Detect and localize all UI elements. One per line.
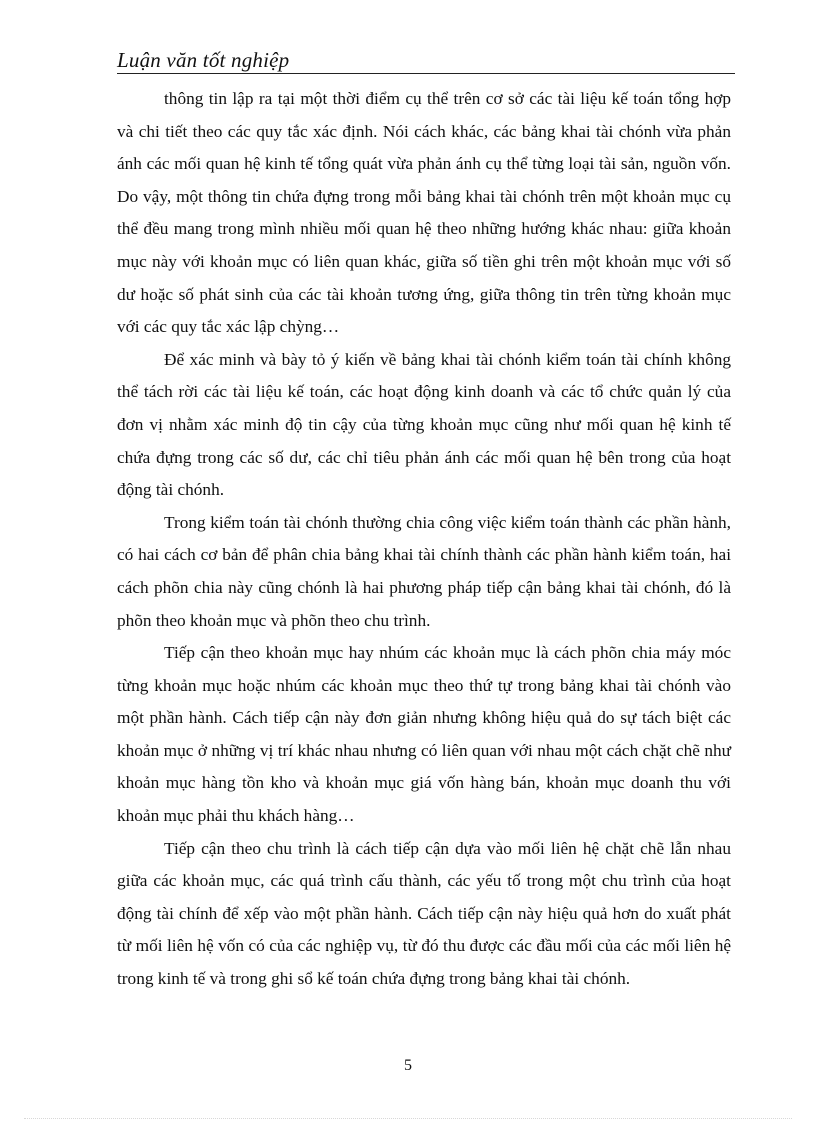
body-text bbox=[117, 83, 731, 996]
paragraph-continuation: thông tin lập ra tại một thời điểm cụ thể trên cơ sở các tài liệu kế toán tổng hợp và chi tiết theo các quy tắc xác định. Nói cách khác, các bảng khai tài chónh vừa phản ánh các mối quan hệ kinh tế tổng quát vừa phản ánh cụ thể từng loại tài sản, nguồn vốn. Do vậy, một thông tin chứa đựng trong mỗi bảng khai tài chónh trên một khoản mục cụ thể đều mang trong mình nhiều mối quan hệ theo những hướng khác nhau: giữa khoản mục này với khoản mục có liên quan khác, giữa số tiền ghi trên một khoản mục với số dư hoặc số phát sinh của các tài khoản tương ứng, giữa thông tin trên từng khoản mục với các quy tắc xác lập chỳng… bbox=[117, 89, 731, 337]
running-header bbox=[117, 48, 735, 74]
header-title: Luận văn tốt nghiệp bbox=[117, 48, 290, 72]
page-bottom-divider bbox=[24, 1118, 792, 1119]
paragraph: Tiếp cận theo chu trình là cách tiếp cận dựa vào mối liên hệ chặt chẽ lẫn nhau giữa các khoản mục, các quá trình cấu thành, các yếu tố trong một chu trình của hoạt động tài chính để xếp vào một phần hành. Cách tiếp cận này hiệu quả hơn do xuất phát từ mối liên hệ vốn có của các nghiệp vụ, từ đó thu được các đầu mối của các mối liên hệ trong kinh tế và trong ghi sổ kế toán chứa đựng trong bảng khai tài chónh. bbox=[117, 838, 731, 989]
page-number: 5 bbox=[404, 1057, 412, 1074]
paragraph: Trong kiểm toán tài chónh thường chia công việc kiểm toán thành các phần hành, có hai cách cơ bản để phân chia bảng khai tài chính thành các phần hành kiểm toán, hai cách phõn chia này cũng chónh là hai phương pháp tiếp cận bảng khai tài chónh, đó là phõn theo khoản mục và phõn theo chu trình. bbox=[117, 512, 731, 630]
paragraph: Để xác minh và bày tỏ ý kiến về bảng khai tài chónh kiểm toán tài chính không thể tách rời các tài liệu kế toán, các hoạt động kinh doanh và các tổ chức quản lý của đơn vị nhằm xác minh độ tin cậy của từng khoản mục cũng như mối quan hệ kinh tế chứa đựng trong các số dư, các chỉ tiêu phản ánh các mối quan hệ bên trong của hoạt động tài chónh. bbox=[117, 349, 731, 500]
paragraph: Tiếp cận theo khoản mục hay nhúm các khoản mục là cách phõn chia máy móc từng khoản mục hoặc nhúm các khoản mục theo thứ tự trong bảng khai tài chónh vào một phần hành. Cách tiếp cận này đơn giản nhưng không hiệu quả do sự tách biệt các khoản mục ở những vị trí khác nhau nhưng có liên quan với nhau một cách chặt chẽ như khoản mục hàng tồn kho và khoản mục giá vốn hàng bán, khoản mục doanh thu với khoản mục phải thu khách hàng… bbox=[117, 643, 731, 826]
